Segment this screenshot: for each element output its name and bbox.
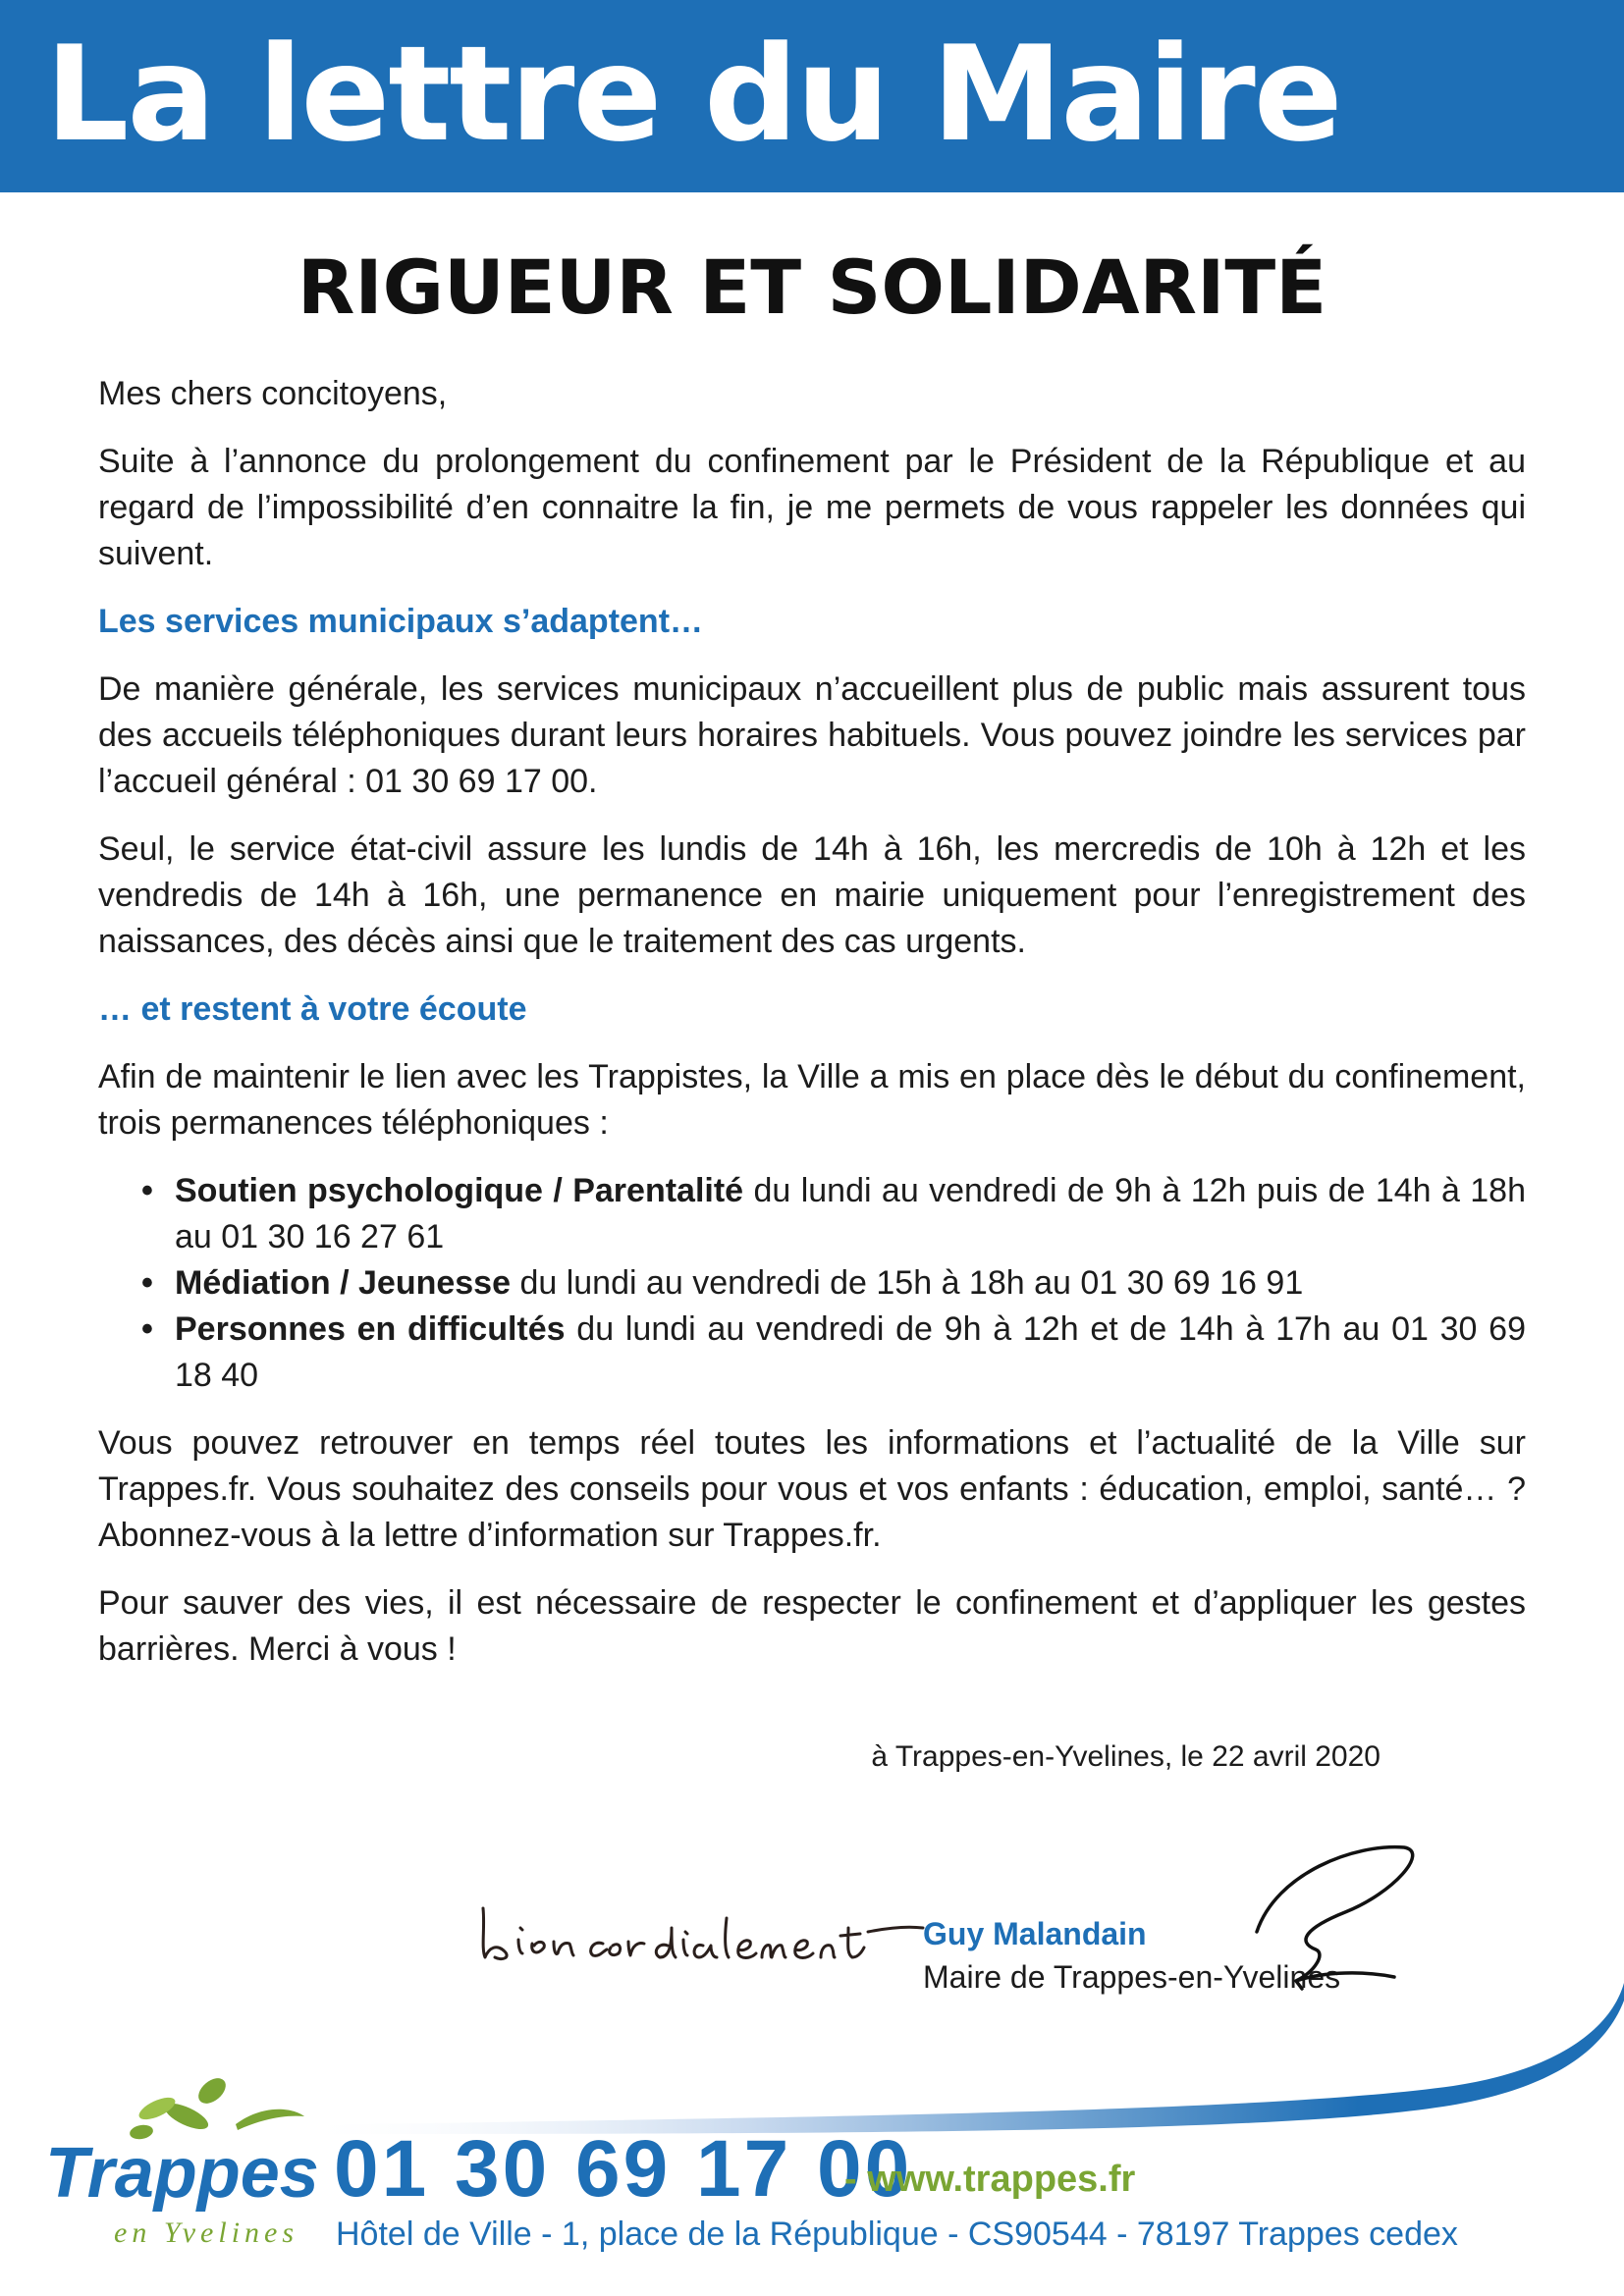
footer-website[interactable]: - www.trappes.fr xyxy=(844,2159,1136,2200)
closing-paragraph: Pour sauver des vies, il est nécessaire de respecter le confinement et d’appliquer les gestes barrières. Merci à vous ! xyxy=(98,1584,1526,1668)
services-paragraph-1: De manière générale, les services municipaux n’accueillent plus de public mais assurent tous des accueils téléphoniques durant leurs horaires habituels. Vous pouvez joindre les services par l’accueil général : 01 30 69 17 00. xyxy=(98,670,1526,800)
section-heading-listening: … et restent à votre écoute xyxy=(98,990,527,1028)
greeting: Mes chers concitoyens, xyxy=(98,375,448,412)
hotline-list xyxy=(98,1168,1526,1399)
intro-paragraph: Suite à l’annonce du prolongement du confinement par le Président de la République et au regard de l’impossibilité d’en connaitre la fin, je me permets de vous rappeler les données qui suivent. xyxy=(98,443,1526,572)
bullet-icon: • xyxy=(141,1264,153,1302)
services-paragraph-2: Seul, le service état-civil assure les lundis de 14h à 16h, les mercredis de 10h à 12h et les vendredis de 14h à 16h, une permanence en mairie uniquement pour l’enregistrement des naissances, des décès ainsi que le traitement des cas urgents. xyxy=(98,830,1526,960)
letter-body xyxy=(98,371,1526,1694)
list-item xyxy=(141,1168,1526,1260)
logo-subtitle: en Yvelines xyxy=(114,2216,299,2249)
listening-intro: Afin de maintenir le lien avec les Trappistes, la Ville a mis en place dès le début du confinement, trois permanences téléphoniques : xyxy=(98,1058,1526,1142)
section-heading-services: Les services municipaux s’adaptent… xyxy=(98,603,704,640)
bullet-icon: • xyxy=(141,1172,153,1209)
signer-name: Guy Malandain xyxy=(923,1916,1147,1951)
bullet-icon: • xyxy=(141,1310,153,1348)
hotline-name: Médiation / Jeunesse xyxy=(175,1264,511,1302)
signer-role: Maire de Trappes-en-Yvelines xyxy=(923,1959,1341,1995)
hotline-details: du lundi au vendredi de 15h à 18h au 01 30 69 16 91 xyxy=(511,1264,1304,1302)
hotline-name: Soutien psychologique / Parentalité xyxy=(175,1172,744,1209)
footer-phone: 01 30 69 17 00 xyxy=(334,2124,913,2214)
list-item xyxy=(141,1307,1526,1399)
hotline-details: du lundi au vendredi de 9h à 12h puis de 14h à 18h au 01 30 16 27 61 xyxy=(175,1172,1526,1255)
header-banner xyxy=(0,0,1624,192)
hotline-name: Personnes en difficultés xyxy=(175,1310,566,1348)
newsletter-title: La lettre du Maire xyxy=(45,18,1341,171)
date-line: à Trappes-en-Yvelines, le 22 avril 2020 xyxy=(871,1740,1380,1773)
logo-wordmark: Trappes xyxy=(45,2134,319,2213)
letter-headline: RIGUEUR ET SOLIDARITÉ xyxy=(297,243,1327,331)
list-item xyxy=(141,1260,1526,1307)
hotline-details: du lundi au vendredi de 9h à 12h et de 14h à 17h au 01 30 69 18 40 xyxy=(175,1310,1526,1394)
footer-address: Hôtel de Ville - 1, place de la République - CS90544 - 78197 Trappes cedex xyxy=(336,2216,1458,2253)
info-paragraph: Vous pouvez retrouver en temps réel toutes les informations et l’actualité de la Ville sur Trappes.fr. Vous souhaitez des conseils pour vous et vos enfants : éducation, emploi, santé… ? Abonnez-vous à la lettre d’information sur Trappes.fr. xyxy=(98,1424,1526,1554)
trappes-logo xyxy=(39,2069,324,2266)
